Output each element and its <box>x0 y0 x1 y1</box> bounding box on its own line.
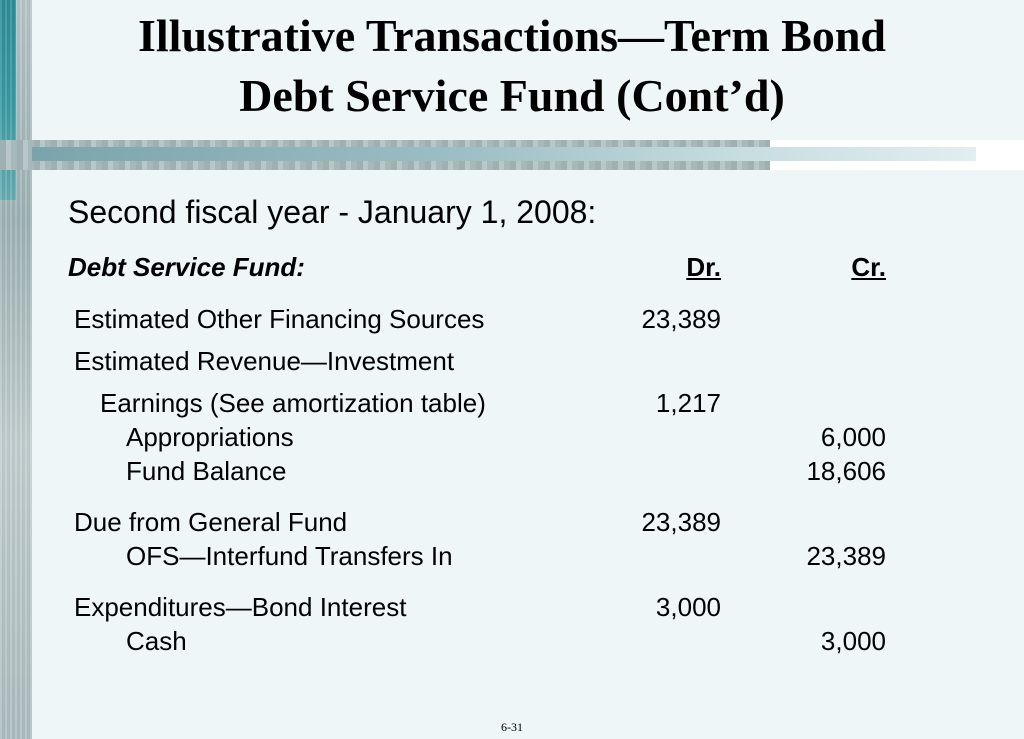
entry-account: Estimated Revenue—Investment <box>74 346 455 376</box>
entry-debit: 1,217 <box>655 388 721 418</box>
entry-account: Earnings (See amortization table) <box>100 388 486 418</box>
entry-account: Fund Balance <box>126 456 287 486</box>
slide-title-line-2: Debt Service Fund (Cont’d) <box>239 70 785 121</box>
decorative-left-strip <box>0 0 32 739</box>
entry-credit: 3,000 <box>820 626 886 656</box>
entry-credit: 23,389 <box>806 541 886 571</box>
entry-account: Estimated Other Financing Sources <box>74 304 485 334</box>
entry-credit: 6,000 <box>820 422 886 452</box>
decorative-rule-band <box>32 147 976 161</box>
entry-account: OFS—Interfund Transfers In <box>126 541 453 571</box>
debit-column-header: Dr. <box>686 252 721 282</box>
decorative-texture <box>0 0 32 739</box>
section-subtitle: Second fiscal year - January 1, 2008: <box>68 194 597 230</box>
page-number: 6-31 <box>501 720 523 734</box>
slide-title <box>32 6 992 126</box>
entry-debit: 23,389 <box>641 507 721 537</box>
entry-account: Expenditures—Bond Interest <box>74 592 407 622</box>
entry-account: Due from General Fund <box>74 507 348 537</box>
entry-debit: 23,389 <box>641 304 721 334</box>
fund-label: Debt Service Fund: <box>68 252 305 282</box>
entry-account: Cash <box>126 626 187 656</box>
entry-account: Appropriations <box>126 422 294 452</box>
entry-debit: 3,000 <box>655 592 721 622</box>
entry-credit: 18,606 <box>806 456 886 486</box>
slide-title-line-1: Illustrative Transactions—Term Bond <box>138 10 886 61</box>
credit-column-header: Cr. <box>851 252 886 282</box>
